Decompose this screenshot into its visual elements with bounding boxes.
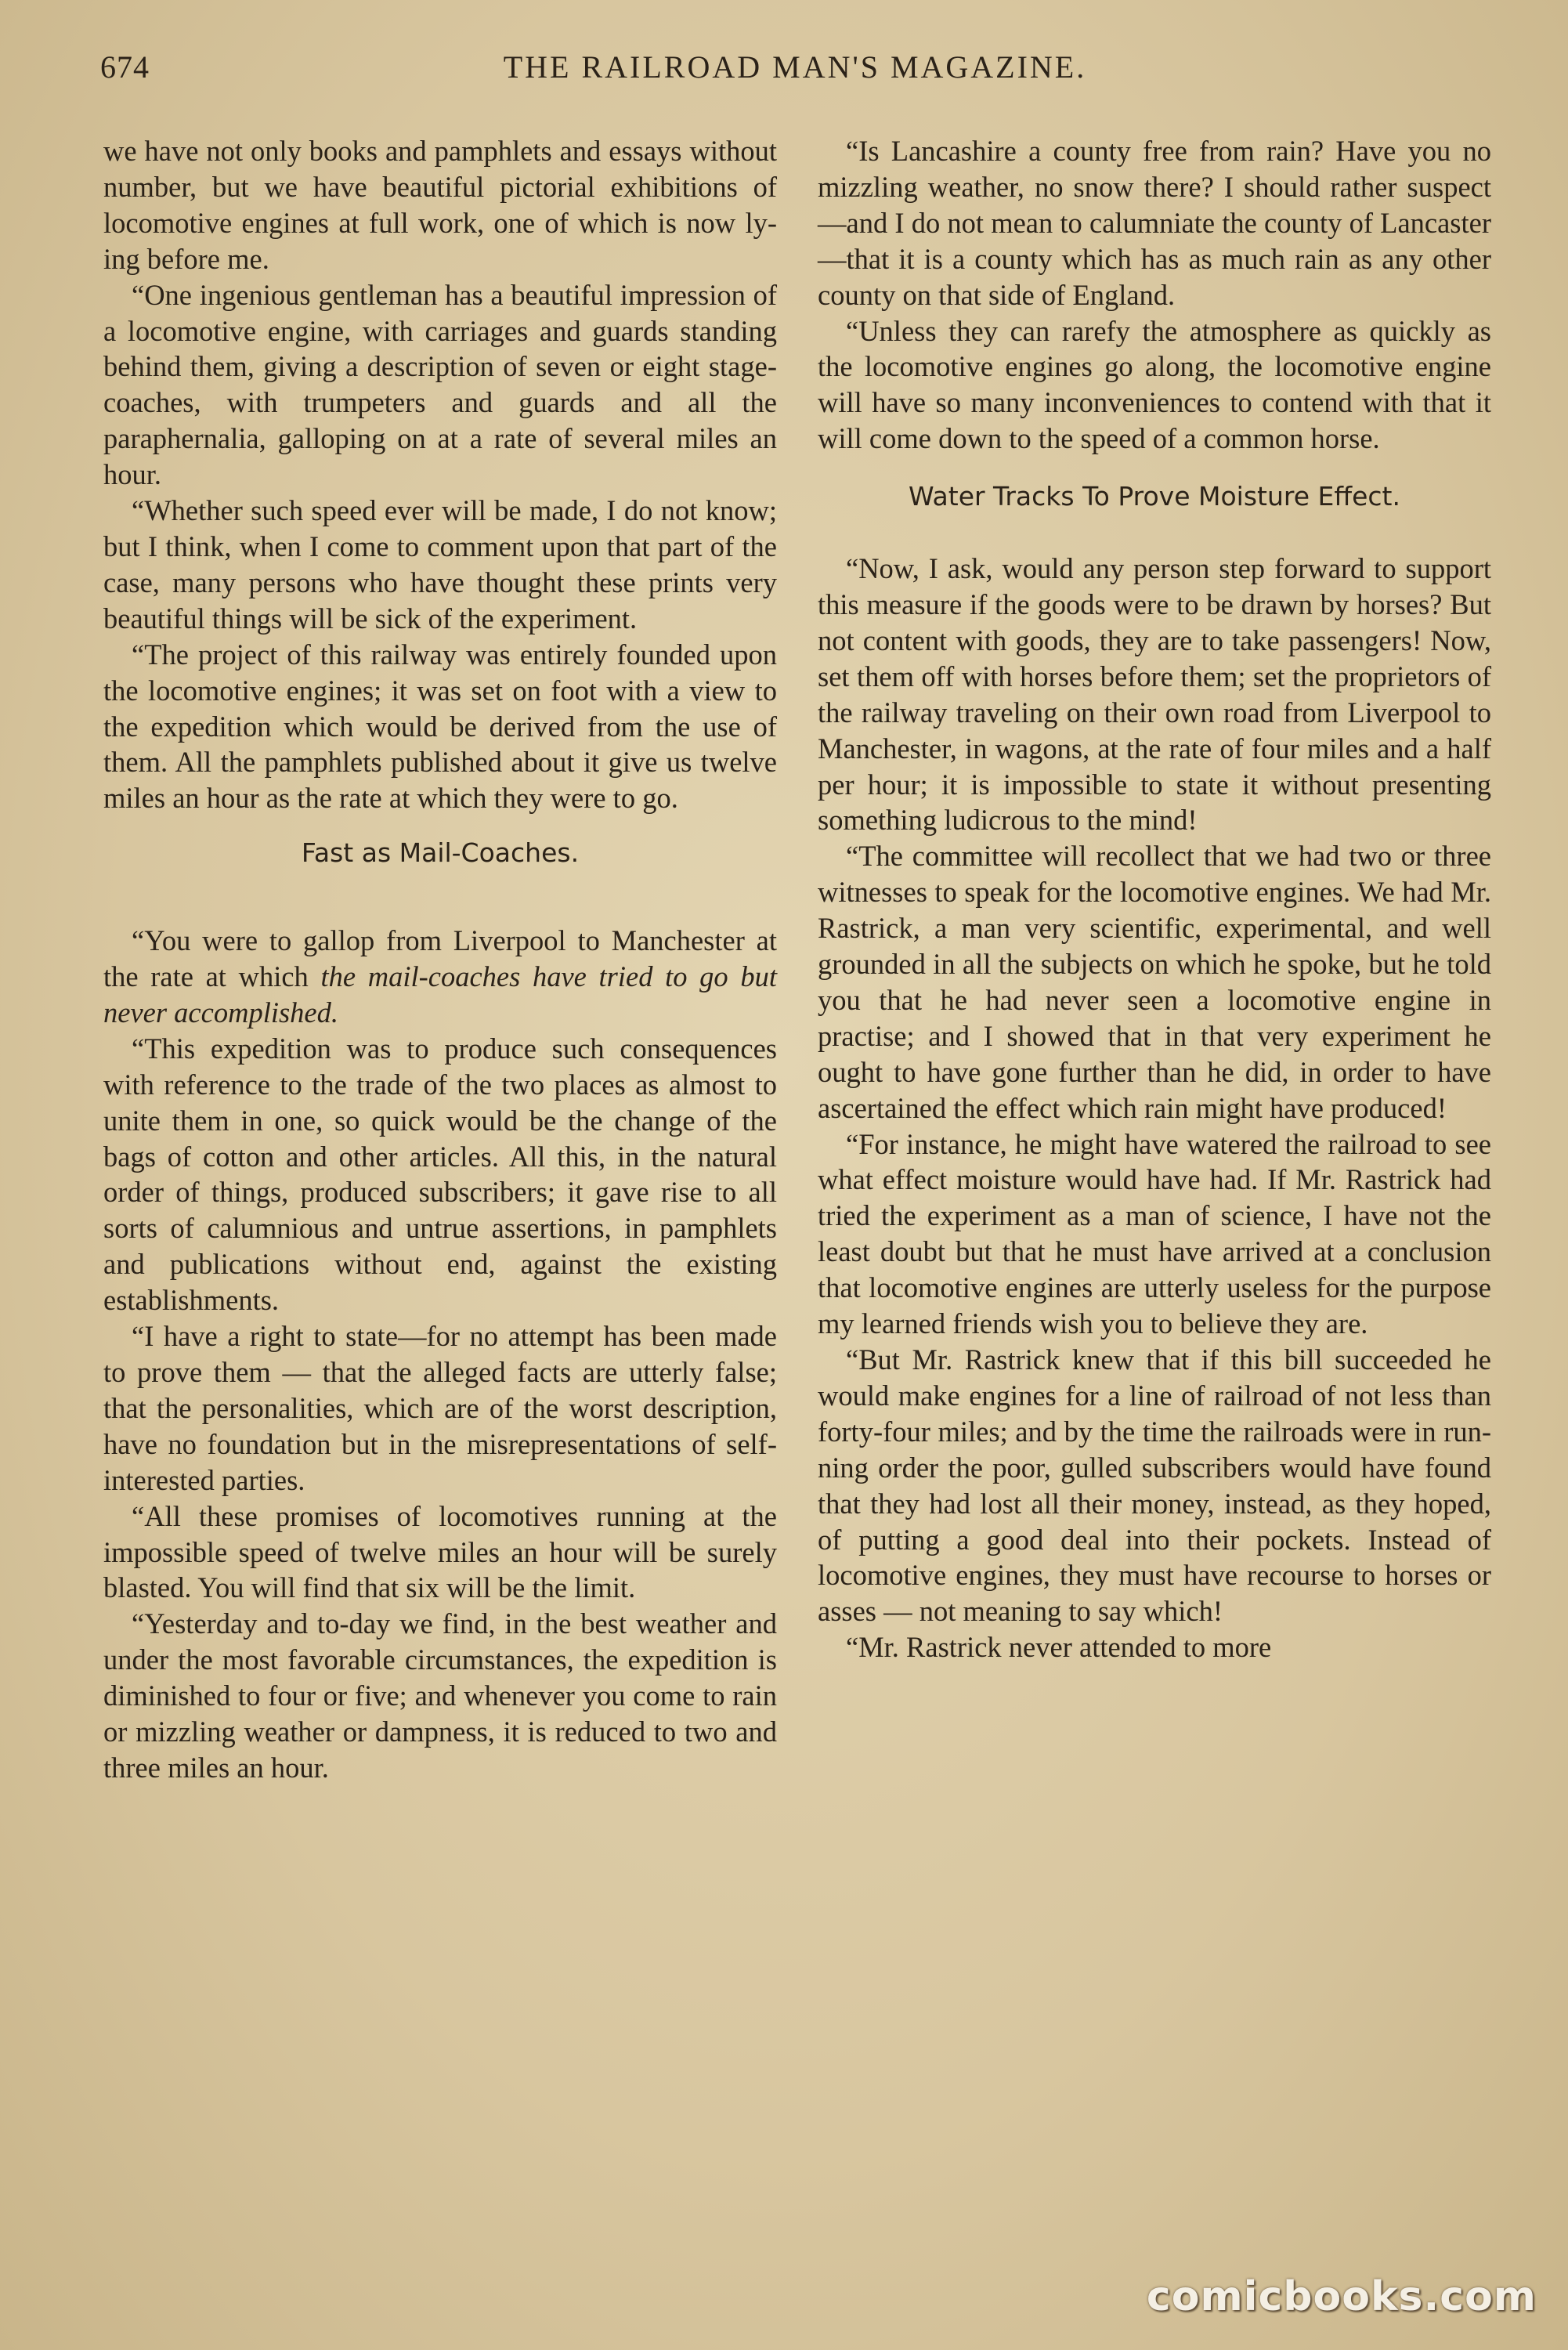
paragraph: “All these promises of locomotives running at the impossible speed of twelve miles an hour will be surely blasted. You will find that six will be the limit. [103, 1499, 777, 1604]
left-column [103, 133, 777, 1786]
paragraph: “Yesterday and to-day we find, in the best weather and under the most favorable circumstances, the expedition is diminished to four or five; and whenever you come to rain or mizzling weather or dampness, it is reduced to two and three miles an hour. [103, 1607, 777, 1784]
paragraph: “Now, I ask, would any person step forward to support this measure if the goods were to be drawn by horses? But not content with goods, they are to take passengers! Now, set them off with horses before them; set the proprietors of the railway traveling on their own road from Liverpool to Manchester, in wagons, at the rate of four miles and a half per hour; it is impossible to state it without presenting something ludicrous to the mind! [818, 552, 1491, 837]
paragraph: “The project of this railway was entirely founded upon the locomotive engines; it was set on foot with a view to the expedition which would be derived from the use of them. All the pamphlets published about it give us twelve miles an hour as the rate at which they were to go. [103, 638, 777, 815]
paragraph: “I have a right to state—for no attempt has been made to prove them — that the alleged facts are utterly false; that the personalities, which are of the worst description, have no foundation but in the misrepresentations of self-interested parties. [103, 1320, 777, 1496]
paragraph: we have not only books and pamphlets and essays without number, but we have beautiful pictorial exhibitions of locomotive engines at full work, one of which is now lying before me. [103, 135, 777, 275]
right-column [818, 133, 1491, 1665]
running-head: THE RAILROAD MAN'S MAGAZINE. [503, 49, 1087, 85]
paragraph: “But Mr. Rastrick knew that if this bill succeeded he would make engines for a line of railroad of not less than forty-four miles; and by the time the railroads were in running order the poor, gulled subscribers would have found that they had lost all their money, instead, as they hoped, of putting a good deal into their pockets. Instead of locomotive engines, they must have recourse to horses or asses — not meaning to say which! [818, 1343, 1491, 1628]
paragraph: “Mr. Rastrick never attended to more [846, 1631, 1272, 1664]
page-header [100, 49, 1490, 96]
paragraph: “This expedition was to produce such consequences with reference to the trade of the two places as almost to unite them in one, so quick would be the change of the bags of cotton and other articles. All this, in the natural order of things, produced subscribers; it gave rise to all sorts of calumnious and untrue assertions, in pamphlets and publications without end, against the existing establishments. [103, 1032, 777, 1317]
paragraph: “The committee will recollect that we had two or three witnesses to speak for the locomotive engines. We had Mr. Rastrick, a man very scientific, experimental, and well grounded in all the subjects on which he spoke, but he told you that he had never seen a locomotive engine in practise; and I showed that in that very experiment he ought to have gone further than he did, in order to have ascertained the effect which rain might have produced! [818, 840, 1491, 1124]
paragraph: “Is Lancashire a county free from rain? Have you no mizzling weather, no snow there? I should rather suspect—and I do not mean to calumniate the county of Lancaster—that it is a county which has as much rain as any other county on that side of England. [818, 135, 1491, 311]
paragraph: “Unless they can rarefy the atmosphere as quickly as the locomotive engines go along, the locomotive engine will have so many inconveniences to contend with that it will come down to the speed of a common horse. [818, 314, 1491, 455]
italic-text: the mail-coaches have tried to go but never accomplished. [103, 960, 777, 1029]
paragraph [103, 923, 777, 1031]
page-number: 674 [100, 49, 150, 85]
paragraph-text: “You were to gallop from Liverpool to Manchester at the rate at which [103, 924, 777, 993]
paragraph: “For instance, he might have watered the railroad to see what effect moisture would have had. If Mr. Rastrick had tried the experiment as a man of science, I have not the least doubt but that he must have arrived at a conclusion that locomotive engines are utterly useless for the purpose my learned friends wish you to believe they are. [818, 1127, 1491, 1340]
paragraph: “Whether such speed ever will be made, I do not know; but I think, when I come to comment upon that part of the case, many persons who have thought these prints very beautiful things will be sick of the experiment. [103, 494, 777, 634]
section-heading: Fast as Mail-Coaches. [301, 837, 580, 869]
paragraph: “One ingenious gentleman has a beautiful impression of a locomotive engine, with carriages and guards standing behind them, giving a description of seven or eight stage-coaches, with trumpeters and guards and all the paraphernalia, galloping on at a rate of several miles an hour. [103, 278, 777, 491]
section-heading: Water Tracks To Prove Moisture Effect. [909, 481, 1400, 512]
watermark: comicbooks.com [1146, 2273, 1537, 2320]
